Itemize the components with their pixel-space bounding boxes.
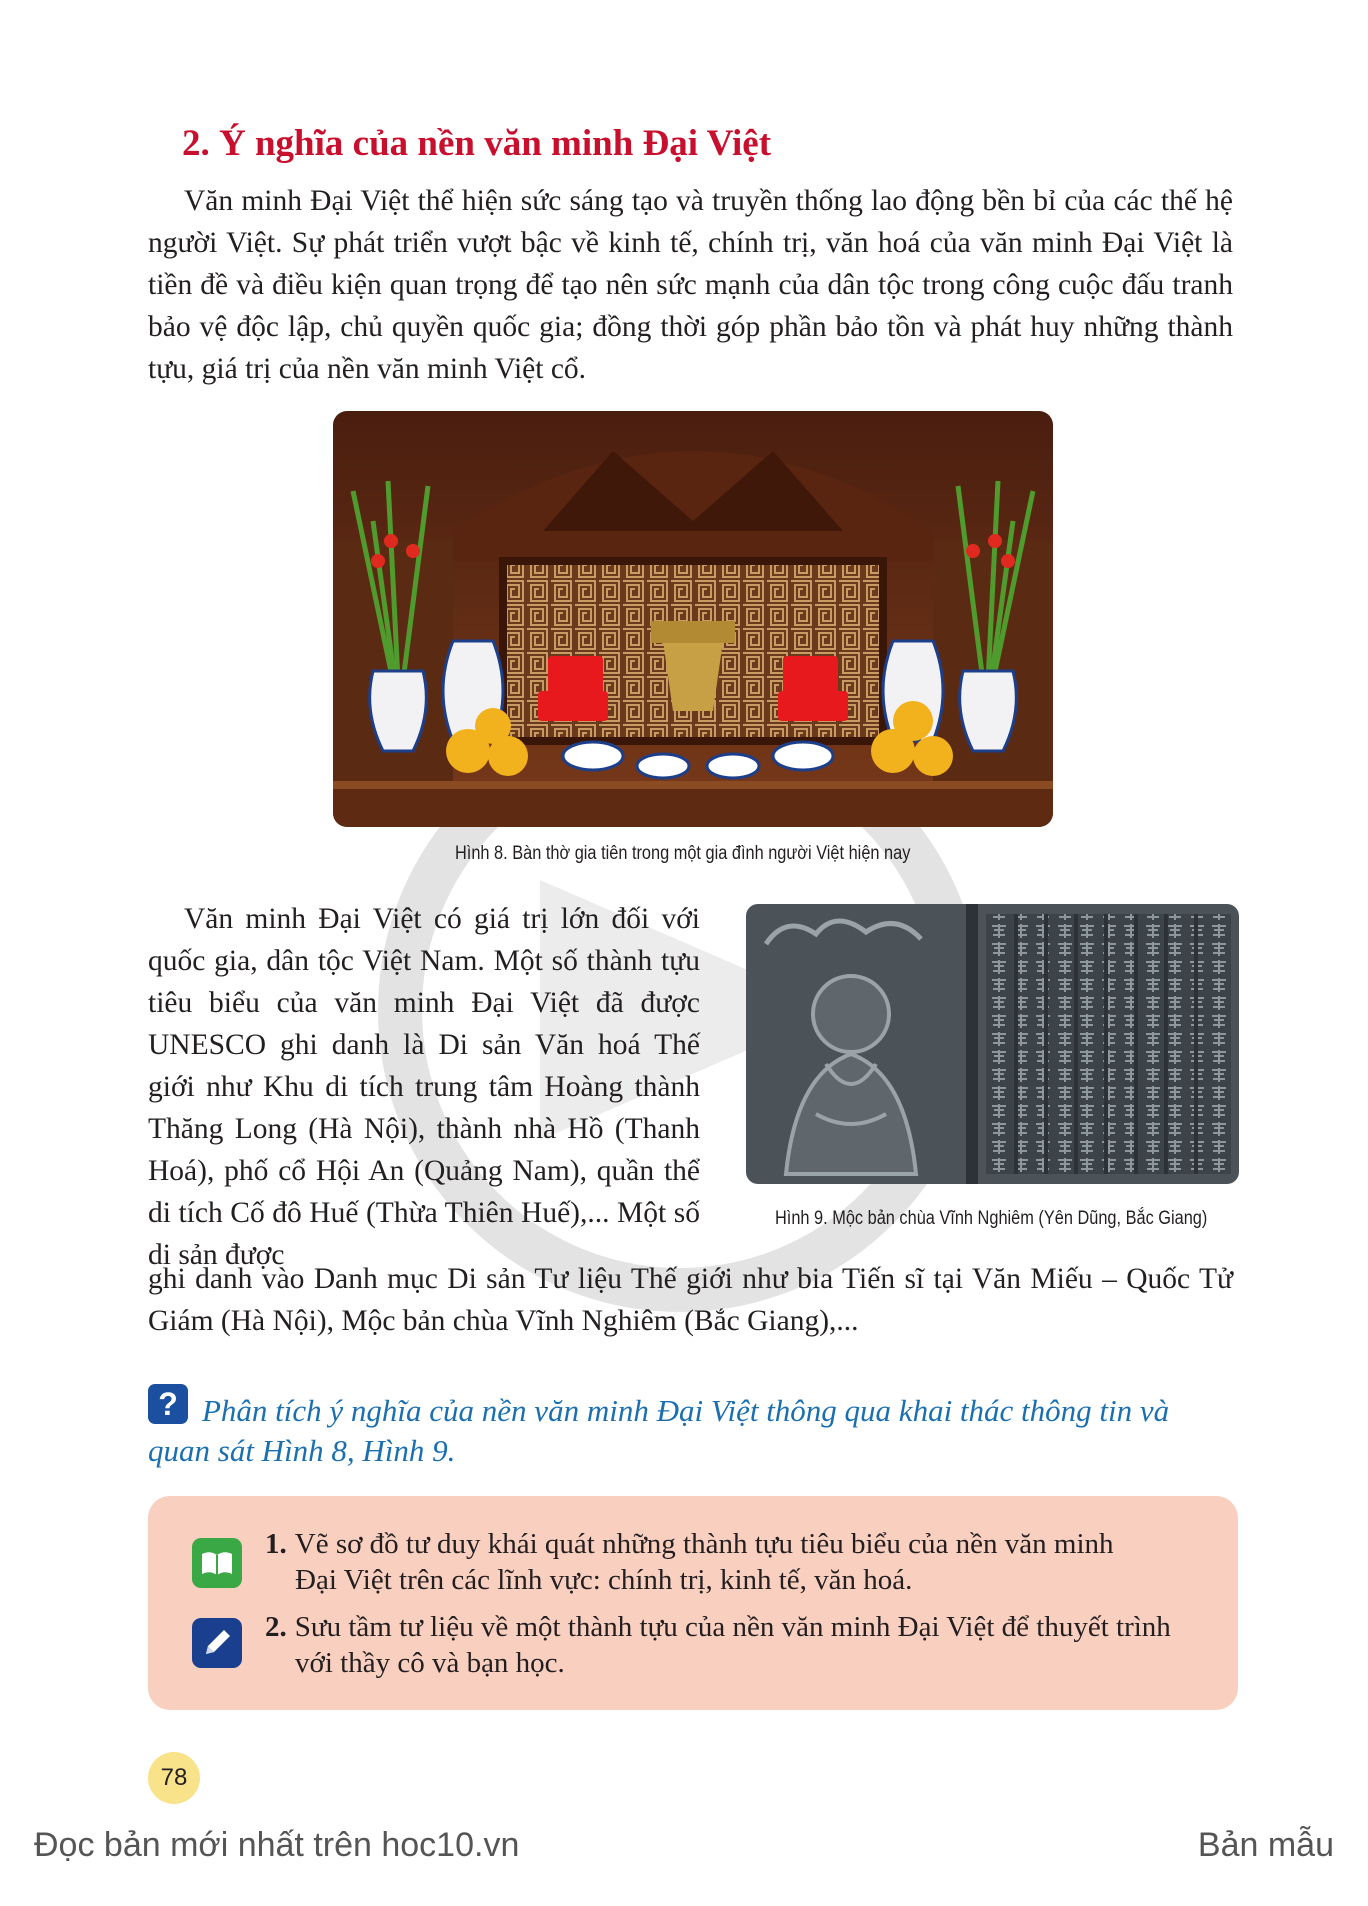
book-icon	[192, 1538, 242, 1588]
figure-9-caption: Hình 9. Mộc bản chùa Vĩnh Nghiêm (Yên Dũng, Bắc Giang)	[775, 1208, 1208, 1229]
question-block	[148, 1384, 1233, 1471]
paragraph-2-part-2: ghi danh vào Danh mục Di sản Tư liệu Thế giới như bia Tiến sĩ tại Văn Miếu – Quốc Tử Giám (Hà Nội), Mộc bản chùa Vĩnh Nghiêm (Bắc Giang),...	[148, 1263, 1233, 1337]
question-text: Phân tích ý nghĩa của nền văn minh Đại Việt thông qua khai thác thông tin và quan sát Hình 8, Hình 9.	[148, 1393, 1170, 1468]
figure-8-image	[333, 411, 1053, 827]
activity-item-2-line2: với thầy cô và bạn học.	[295, 1647, 565, 1679]
activity-item-2	[265, 1609, 1185, 1681]
activity-box	[148, 1496, 1238, 1710]
footer-label: Bản mẫu	[1197, 1826, 1334, 1864]
activity-item-2-line1: Sưu tầm tư liệu về một thành tựu của nền văn minh Đại Việt để thuyết trình	[294, 1611, 1171, 1643]
activity-item-1	[265, 1526, 1185, 1598]
section-title: 2. Ý nghĩa của nền văn minh Đại Việt	[182, 123, 772, 164]
question-icon: ?	[148, 1384, 188, 1424]
paragraph-1: Văn minh Đại Việt thể hiện sức sáng tạo và truyền thống lao động bền bỉ của các thế hệ người Việt. Sự phát triển vượt bậc về kinh tế, chính trị, văn hoá của văn minh Đại Việt là tiền đề và điều kiện quan trọng để tạo nên sức mạnh của dân tộc trong công cuộc đấu tranh bảo vệ độc lập, chủ quyền quốc gia; đồng thời góp phần bảo tồn và phát huy những thành tựu, giá trị của nền văn minh Việt cổ.	[148, 185, 1233, 385]
figure-8-caption: Hình 8. Bàn thờ gia tiên trong một gia đình người Việt hiện nay	[455, 843, 911, 864]
activity-item-1-number: 1.	[265, 1528, 287, 1560]
activity-item-1-line2: Đại Việt trên các lĩnh vực: chính trị, kinh tế, văn hoá.	[295, 1564, 913, 1596]
figure-9-image	[746, 904, 1239, 1184]
activity-item-1-line1: Vẽ sơ đồ tư duy khái quát những thành tựu tiêu biểu của nền văn minh	[294, 1528, 1114, 1560]
activity-item-2-number: 2.	[265, 1611, 287, 1643]
page-number: 78	[148, 1752, 200, 1804]
pencil-icon	[192, 1618, 242, 1668]
footer-link[interactable]: Đọc bản mới nhất trên hoc10.vn	[34, 1826, 520, 1864]
paragraph-2-part-1: Văn minh Đại Việt có giá trị lớn đối với quốc gia, dân tộc Việt Nam. Một số thành tựu tiêu biểu của văn minh Đại Việt đã được UNESCO ghi danh là Di sản Văn hoá Thế giới như Khu di tích trung tâm Hoàng thành Thăng Long (Hà Nội), thành nhà Hồ (Thanh Hoá), phố cổ Hội An (Quảng Nam), quần thể di tích Cố đô Huế (Thừa Thiên Huế),... Một số di sản được	[148, 903, 700, 1271]
